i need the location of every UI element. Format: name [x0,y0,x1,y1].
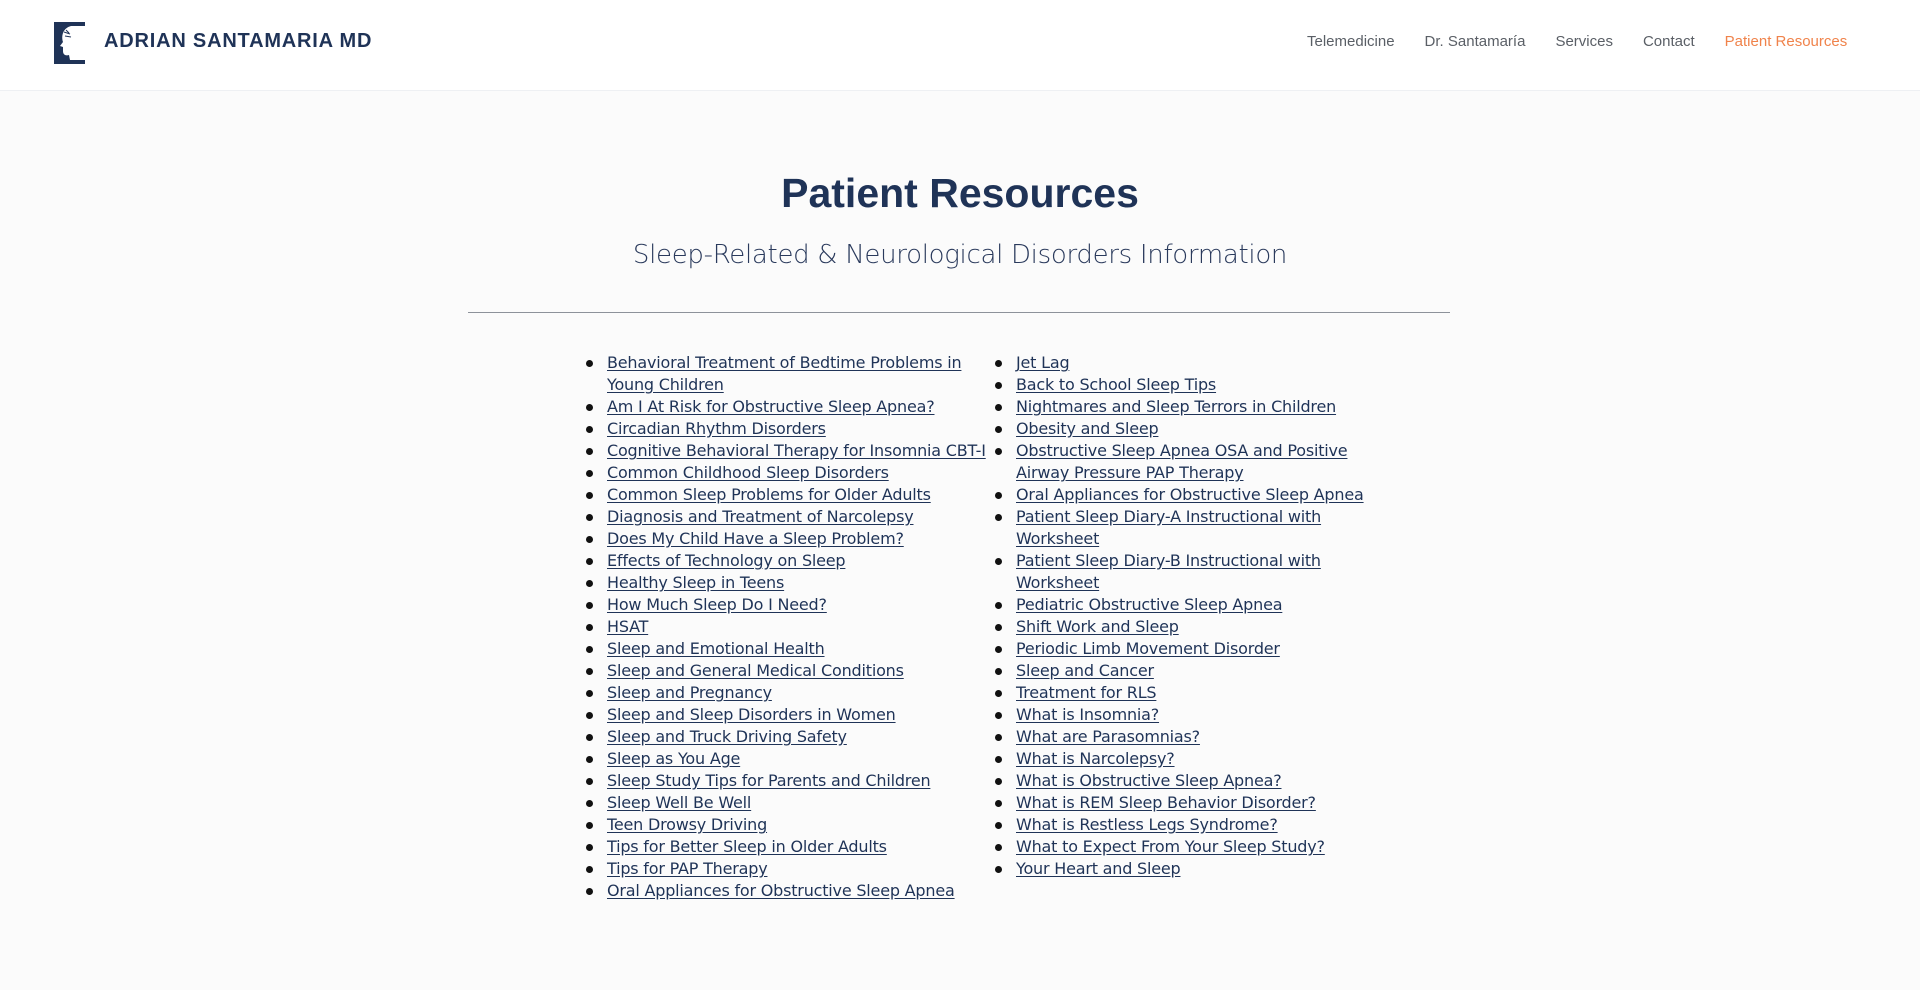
list-item [995,814,1375,836]
list-item [586,814,986,836]
list-item [995,682,1375,704]
nav-contact[interactable]: Contact [1642,33,1695,50]
site-header [0,0,1920,91]
list-item [995,704,1375,726]
resource-link[interactable]: Does My Child Have a Sleep Problem? [607,529,904,548]
resource-link[interactable]: Patient Sleep Diary-A Instructional with Worksheet [1016,507,1322,548]
list-item [586,638,986,660]
resource-list-left [586,352,986,902]
nav-dr-santamaria[interactable]: Dr. Santamaría [1424,33,1526,50]
main-nav [1307,33,1877,50]
list-item [586,484,986,506]
resource-link[interactable]: What are Parasomnias? [1016,727,1200,746]
list-item [586,594,986,616]
list-item [586,770,986,792]
list-item [586,616,986,638]
nav-services[interactable]: Services [1555,33,1613,50]
resource-link[interactable]: Sleep and Truck Driving Safety [607,727,847,746]
list-item [995,396,1375,418]
resource-link[interactable]: Sleep and Emotional Health [607,639,825,658]
list-item [995,594,1375,616]
resource-link[interactable]: Sleep Well Be Well [607,793,752,812]
resource-link[interactable]: Sleep and General Medical Conditions [607,661,904,680]
list-item [995,858,1375,880]
section-divider [468,312,1450,313]
list-item [995,726,1375,748]
page-subtitle: Sleep-Related & Neurological Disorders Information [632,240,1288,270]
list-item [995,440,1375,484]
list-item [995,352,1375,374]
resource-link[interactable]: Common Sleep Problems for Older Adults [607,485,931,504]
resource-link[interactable]: Diagnosis and Treatment of Narcolepsy [607,507,914,526]
resource-link[interactable]: Nightmares and Sleep Terrors in Children [1016,397,1337,416]
resource-link[interactable]: Common Childhood Sleep Disorders [607,463,889,482]
list-item [586,704,986,726]
list-item [995,836,1375,858]
resource-link[interactable]: Sleep and Pregnancy [607,683,772,702]
resource-link[interactable]: Healthy Sleep in Teens [607,573,785,592]
resource-link[interactable]: Oral Appliances for Obstructive Sleep Apnea [607,881,955,900]
resource-link[interactable]: Tips for PAP Therapy [607,859,768,878]
list-item [586,792,986,814]
list-item [995,550,1375,594]
list-item [995,616,1375,638]
resource-link[interactable]: Periodic Limb Movement Disorder [1016,639,1280,658]
list-item [586,682,986,704]
resource-link[interactable]: Circadian Rhythm Disorders [607,419,826,438]
brand-name[interactable]: ADRIAN SANTAMARIA MD [104,30,373,52]
resource-link[interactable]: Your Heart and Sleep [1016,859,1181,878]
list-item [586,550,986,572]
resource-link[interactable]: Effects of Technology on Sleep [607,551,846,570]
resource-link[interactable]: How Much Sleep Do I Need? [607,595,827,614]
resource-link[interactable]: Back to School Sleep Tips [1016,375,1217,394]
resource-link[interactable]: Jet Lag [1016,353,1070,372]
resource-link[interactable]: Tips for Better Sleep in Older Adults [607,837,887,856]
list-item [586,462,986,484]
resource-link[interactable]: Sleep as You Age [607,749,741,768]
list-item [586,506,986,528]
list-item [995,792,1375,814]
resource-link[interactable]: What is Insomnia? [1016,705,1160,724]
list-item [586,352,986,396]
nav-patient-resources[interactable]: Patient Resources [1724,33,1848,50]
resource-link[interactable]: What is Narcolepsy? [1016,749,1175,768]
list-item [995,638,1375,660]
resource-link[interactable]: What is Restless Legs Syndrome? [1016,815,1278,834]
resource-link[interactable]: Obesity and Sleep [1016,419,1159,438]
resource-link[interactable]: Teen Drowsy Driving [607,815,768,834]
list-item [995,660,1375,682]
list-item [586,572,986,594]
list-item [995,374,1375,396]
list-item [995,506,1375,550]
resource-link[interactable]: What to Expect From Your Sleep Study? [1016,837,1325,856]
list-item [586,880,986,902]
list-item [586,660,986,682]
resource-link[interactable]: What is Obstructive Sleep Apnea? [1016,771,1282,790]
resource-link[interactable]: HSAT [607,617,649,636]
resource-link[interactable]: Shift Work and Sleep [1016,617,1179,636]
logo-icon[interactable] [54,22,85,64]
resource-list-right [995,352,1375,880]
resource-link[interactable]: Cognitive Behavioral Therapy for Insomnia CBT-I [607,441,986,460]
resource-link[interactable]: What is REM Sleep Behavior Disorder? [1016,793,1316,812]
list-item [586,440,986,462]
nav-telemedicine[interactable]: Telemedicine [1307,33,1395,50]
list-item [586,726,986,748]
resource-link[interactable]: Oral Appliances for Obstructive Sleep Apnea [1016,485,1364,504]
list-item [586,528,986,550]
page-title: Patient Resources [781,170,1139,216]
resource-link[interactable]: Patient Sleep Diary-B Instructional with Worksheet [1016,551,1321,592]
list-item [586,418,986,440]
list-item [995,418,1375,440]
list-item [586,836,986,858]
list-item [586,396,986,418]
resource-link[interactable]: Sleep and Sleep Disorders in Women [607,705,896,724]
resource-link[interactable]: Behavioral Treatment of Bedtime Problems in Young Children [607,353,962,394]
list-item [995,748,1375,770]
resource-link[interactable]: Treatment for RLS [1016,683,1157,702]
list-item [586,858,986,880]
resource-link[interactable]: Sleep and Cancer [1016,661,1154,680]
list-item [995,770,1375,792]
list-item [995,484,1375,506]
resource-link[interactable]: Pediatric Obstructive Sleep Apnea [1016,595,1283,614]
list-item [586,748,986,770]
resource-link[interactable]: Sleep Study Tips for Parents and Children [607,771,931,790]
resource-link[interactable]: Obstructive Sleep Apnea OSA and Positive Airway Pressure PAP Therapy [1016,441,1348,482]
resource-link[interactable]: Am I At Risk for Obstructive Sleep Apnea? [607,397,935,416]
